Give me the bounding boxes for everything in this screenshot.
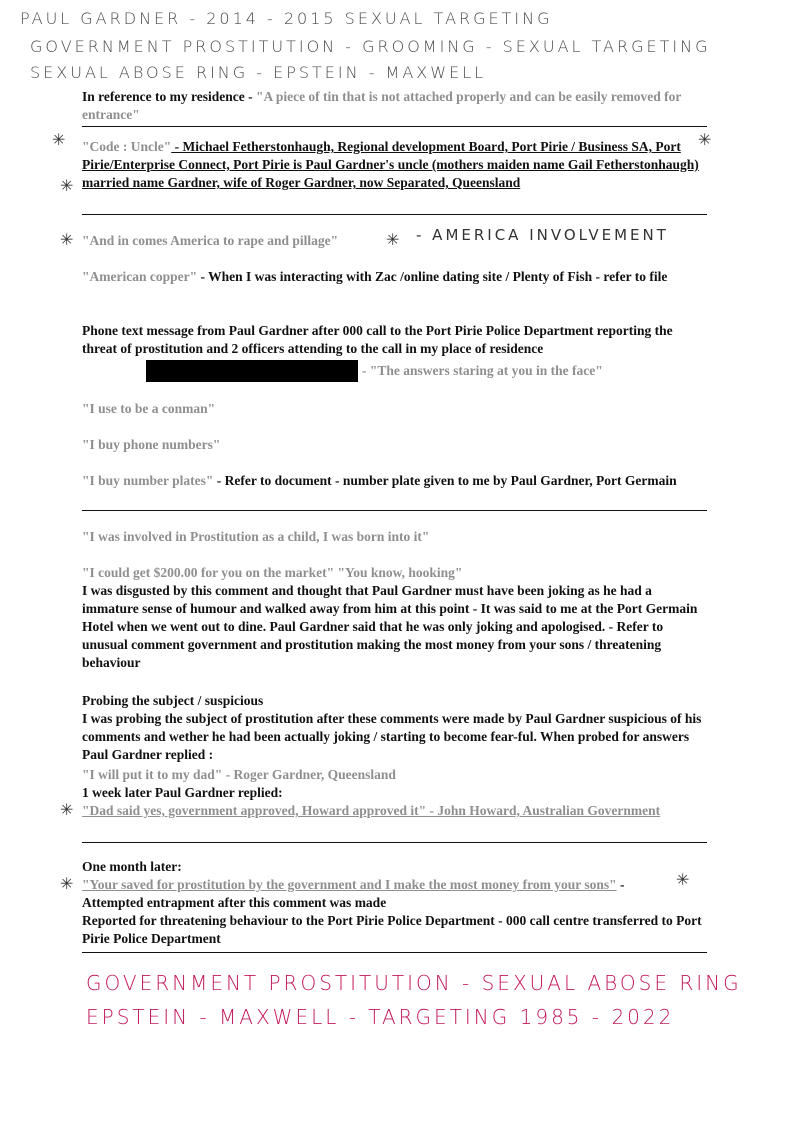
phone-text: Phone text message from Paul Gardner after 000 call to the Port Pirie Police Department reporting the threat of prostitution and 2 officers attending to the call in my place of residence <box>82 323 673 356</box>
handwritten-header-line-3: SEXUAL ABOSE RING - EPSTEIN - MAXWELL <box>30 63 487 82</box>
week-later: 1 week later Paul Gardner replied: <box>82 785 283 800</box>
phone-numbers-quote: "I buy phone numbers" <box>82 437 221 452</box>
asterisk-icon: ✳ <box>60 874 74 893</box>
code-uncle-paragraph <box>82 138 707 192</box>
probing-title: Probing the subject / suspicious <box>82 693 264 708</box>
divider <box>82 214 707 215</box>
plates-quote: "I buy number plates" <box>82 473 214 488</box>
asterisk-icon: ✳ <box>60 800 74 819</box>
copper-text: - When I was interacting with Zac /online dating site / Plenty of Fish - refer to file <box>197 269 668 284</box>
code-uncle-text: - Michael Fetherstonhaugh, Regional development Board, Port Pirie / Business SA, Port Pirie/Enterprise Connect, Port Pirie is Paul Gardner's uncle (mothers maiden name Gail Fetherstonhaugh) married name Gardner, wife of Roger Gardner, now Separated, Queensland <box>82 139 699 190</box>
divider <box>82 126 707 127</box>
divider <box>82 842 707 843</box>
asterisk-icon: ✳ <box>60 230 74 249</box>
phone-paragraph <box>82 322 707 358</box>
plates-paragraph <box>82 472 707 490</box>
asterisk-icon: ✳ <box>52 130 66 149</box>
asterisk-icon: ✳ <box>676 870 690 889</box>
residence-paragraph <box>82 88 707 124</box>
asterisk-icon: ✳ <box>386 230 400 249</box>
phone-quote: - "The answers staring at you in the face" <box>362 363 603 378</box>
copper-paragraph <box>82 268 707 286</box>
conman-quote: "I use to be a conman" <box>82 401 216 416</box>
handwritten-footer-line-1: GOVERNMENT PROSTITUTION - SEXUAL ABOSE RING <box>86 971 742 995</box>
plates-text: - Refer to document - number plate given to me by Paul Gardner, Port Germain <box>213 473 677 488</box>
america-quote <box>82 232 402 250</box>
child-quote: "I was involved in Prostitution as a child, I was born into it" <box>82 529 430 544</box>
america-quote-text: "And in comes America to rape and pillage" <box>82 233 339 248</box>
handwritten-footer-line-2: EPSTEIN - MAXWELL - TARGETING 1985 - 2022 <box>86 1005 675 1029</box>
asterisk-icon: ✳ <box>60 176 74 195</box>
howard-quote: "Dad said yes, government approved, Howard approved it" - John Howard, Australian Government <box>82 803 661 818</box>
sons-quote: "Your saved for prostitution by the government and I make the most money from your sons" <box>82 877 617 892</box>
handwritten-america-note: - AMERICA INVOLVEMENT <box>416 226 669 244</box>
month-later: One month later: <box>82 859 182 874</box>
divider <box>82 952 707 953</box>
probing-paragraph: I was probing the subject of prostitution after these comments were made by Paul Gardner suspicious of his comments and wether he had been actually joking / starting to become fear-ful. When probed for answers Paul Gardner replied : <box>82 711 702 762</box>
code-uncle-quote: "Code : Uncle" <box>82 139 172 154</box>
redaction-block <box>146 360 358 382</box>
asterisk-icon: ✳ <box>698 130 712 149</box>
handwritten-header-line-1: PAUL GARDNER - 2014 - 2015 SEXUAL TARGETING <box>20 9 553 28</box>
sons-paragraph <box>82 876 672 912</box>
sons-text: - Attempted entrapment after this comment was made <box>82 877 625 910</box>
reported-paragraph: Reported for threatening behaviour to the Port Pirie Police Department - 000 call centre transferred to Port Pirie Police Department <box>82 913 702 946</box>
market-quote: "I could get $200.00 for you on the market" "You know, hooking" <box>82 565 463 580</box>
residence-lead: In reference to my residence - <box>82 89 256 104</box>
copper-quote: "American copper" <box>82 269 198 284</box>
disgust-paragraph: I was disgusted by this comment and thought that Paul Gardner must have been joking as he had a immature sense of humour and walked away from him at this point - It was said to me at the Port Germain Hotel when we went out to dine. Paul Gardner said that he was only joking and apologised. - Refer to unusual comment government and prostitution making the most money from your sons / threatening behaviour <box>82 583 698 670</box>
divider <box>82 510 707 511</box>
residence-quote: "A piece of tin that is not attached properly and can be easily removed for entrance" <box>82 89 682 122</box>
handwritten-header-line-2: GOVERNMENT PROSTITUTION - GROOMING - SEXUAL TARGETING <box>30 37 711 56</box>
dad-quote: "I will put it to my dad" - Roger Gardner, Queensland <box>82 767 396 782</box>
